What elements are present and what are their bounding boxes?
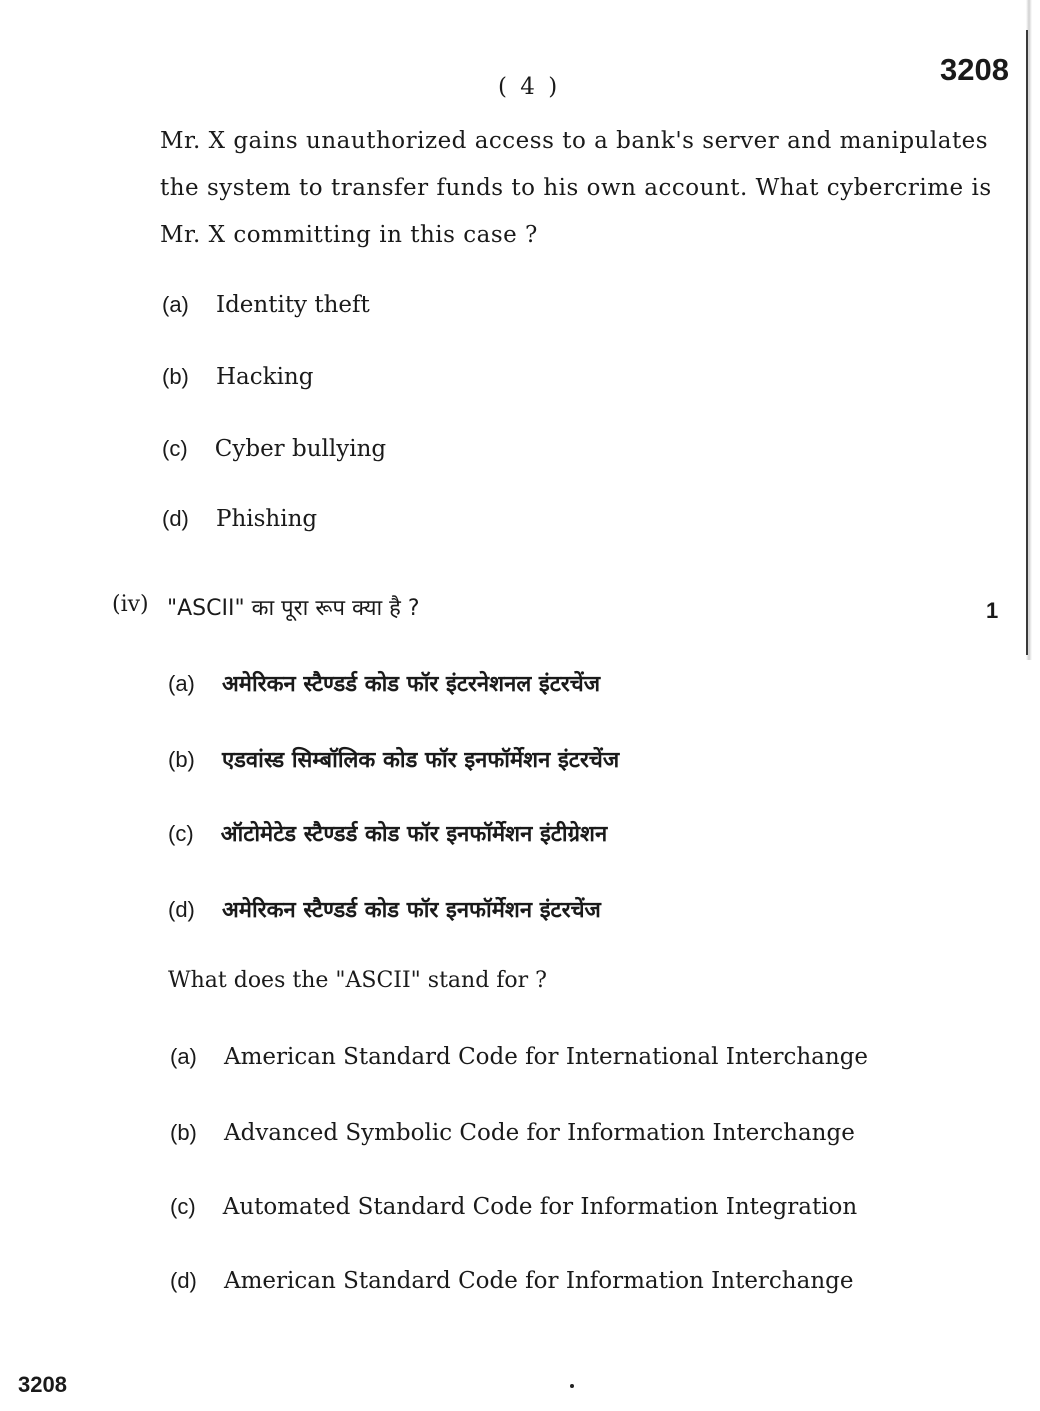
paper-code-top: 3208 xyxy=(940,52,1009,87)
scan-edge-line xyxy=(1026,30,1028,655)
option-text: अमेरिकन स्टैण्डर्ड कोड फॉर इंटरनेशनल इंटरचेंज xyxy=(221,672,601,697)
option-label: (b) xyxy=(168,747,195,772)
option-text: एडवांस्ड सिम्बॉलिक कोड फॉर इनफॉर्मेशन इंटरचेंज xyxy=(221,748,620,773)
option-text: American Standard Code for Information Interchange xyxy=(223,1268,854,1294)
option-text: ऑटोमेटेड स्टैण्डर्ड कोड फॉर इनफॉर्मेशन इंटीग्रेशन xyxy=(220,822,608,847)
q4-hindi-option-c xyxy=(168,818,607,848)
q3-option-a xyxy=(162,292,370,318)
question-iv-hindi-text: "ASCII" का पूरा रूप क्या है ? xyxy=(167,596,420,621)
option-label: (b) xyxy=(170,1120,197,1145)
q4-english-option-c xyxy=(170,1194,857,1220)
option-text: Phishing xyxy=(215,506,318,532)
option-label: (d) xyxy=(168,897,195,922)
option-text: Identity theft xyxy=(215,292,370,318)
option-text: अमेरिकन स्टैण्डर्ड कोड फॉर इनफॉर्मेशन इंटरचेंज xyxy=(221,898,601,923)
option-label: (c) xyxy=(162,436,188,461)
q4-hindi-option-b xyxy=(168,744,619,774)
question-iv-english-text: What does the "ASCII" stand for ? xyxy=(168,968,547,993)
question-iii-text: Mr. X gains unauthorized access to a bank's server and manipulates the system to transfer funds to his own account. What cybercrime is Mr. X committing in this case ? xyxy=(160,128,992,248)
question-iv-number: (iv) xyxy=(112,592,149,617)
q4-english-option-b xyxy=(170,1120,855,1146)
q4-hindi-option-a xyxy=(168,668,600,698)
option-label: (c) xyxy=(168,821,194,846)
question-iv-marks: 1 xyxy=(986,598,999,623)
option-label: (c) xyxy=(170,1194,196,1219)
option-label: (d) xyxy=(170,1268,197,1293)
option-label: (a) xyxy=(162,292,189,317)
option-label: (d) xyxy=(162,506,189,531)
q4-hindi-option-d xyxy=(168,894,601,924)
option-label: (a) xyxy=(170,1044,197,1069)
option-text: Hacking xyxy=(215,364,314,390)
option-label: (b) xyxy=(162,364,189,389)
q3-option-b xyxy=(162,364,313,390)
option-text: Automated Standard Code for Information Integration xyxy=(222,1194,858,1220)
q4-english-option-a xyxy=(170,1044,868,1070)
option-label: (a) xyxy=(168,671,195,696)
q3-option-c xyxy=(162,436,386,462)
paper-code-bottom: 3208 xyxy=(18,1372,67,1397)
scan-speck xyxy=(570,1384,574,1388)
option-text: American Standard Code for International Interchange xyxy=(223,1044,869,1070)
option-text: Cyber bullying xyxy=(214,436,387,462)
option-text: Advanced Symbolic Code for Information Interchange xyxy=(223,1120,855,1146)
page-number: ( 4 ) xyxy=(498,74,561,100)
q3-option-d xyxy=(162,506,317,532)
q4-english-option-d xyxy=(170,1268,853,1294)
